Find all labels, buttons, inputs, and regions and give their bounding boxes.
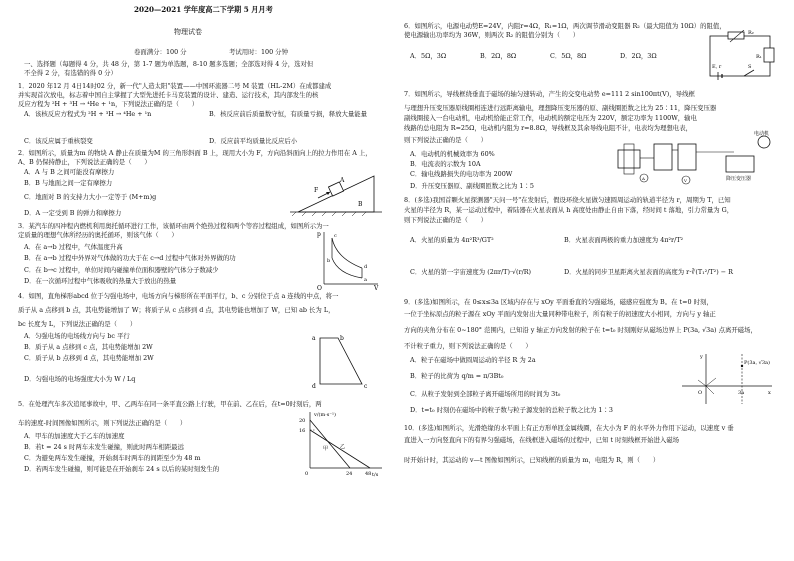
q4-label-d: d bbox=[312, 383, 316, 390]
q2-stem: 2．如图所示，质量为m 的物块 A 静止在质量为M 的三角形斜面 B 上，现用大小为 F，方向沿斜面向上的拉力作用在 A 上， bbox=[18, 149, 372, 157]
q3-option-c[interactable]: C．在 b→c 过程中，单位时间内碰撞单位面积器壁的气体分子数减少 bbox=[24, 266, 219, 274]
q8-stem: 火星的半径为 R，某一运动过程中，着陆器在火星表面从 h 高度处由静止自由下落，经时间 t 落地，引力常量为 G， bbox=[404, 206, 734, 214]
q9-stem: 一位于坐标原点的粒子源在 xOy 平面内发射出大量同种带电粒子，所有粒子的初速度大小相同，方向与 y 轴正 bbox=[404, 310, 716, 318]
q5-option-d[interactable]: D．若两车发生碰撞，则可能是在开始刹车 24 s 以后的某时刻发生的 bbox=[24, 465, 220, 473]
q3-stem: 3．某汽车的四冲程内燃机利用奥托循环进行工作，该循环由两个绝热过程和两个等容过程组成，如图所示为一 bbox=[18, 222, 329, 230]
q1-stem: 并实现首次放电，标志着中国自主掌握了大型先进托卡马克装置的设计、建造、运行技术，其内部发生的核 bbox=[18, 91, 319, 99]
q5-axis-v: v/(m·s⁻¹) bbox=[314, 412, 336, 418]
q6-label-s: S bbox=[748, 64, 752, 70]
q5-stem: 5．在处理汽车多次追尾事故中，甲、乙两车在同一条平直公路上行驶，甲在前、乙在后，在t=0时刻后，两 bbox=[18, 400, 322, 408]
q9-magnetic-field-figure bbox=[676, 352, 776, 408]
q4-trapezoid-figure bbox=[306, 330, 378, 392]
q4-option-d[interactable]: D．匀强电场的电场强度大小为 W / Lq bbox=[24, 375, 136, 383]
q8-option-d[interactable]: D．火星的同步卫星距离火星表面的高度为 r·∛(T₁²/T²) − R bbox=[564, 268, 733, 276]
q5-tick-20: 20 bbox=[299, 418, 306, 424]
q5-option-c[interactable]: C．为避免两车发生碰撞，开始刹车时两车的间距至少为 48 m bbox=[24, 454, 201, 462]
q10-stem: 10．(多选)如图所示，光滑绝缘的水平面上有正方形单匝金属线圈，在大小为 F 的水平外力作用下运动，以速度 v 垂 bbox=[404, 424, 734, 432]
q6-label-r1: R₁ bbox=[756, 54, 762, 60]
q8-stem: 则下列说法正确的是（ ） bbox=[404, 216, 488, 224]
q9-origin: O bbox=[698, 390, 703, 396]
q1-stem: 反应方程为 ²H + ³H → ⁴He + ¹n，下列说法正确的是（ ） bbox=[18, 100, 199, 108]
q7-stem: 副线圈接入一台电动机，电动机恰能正常工作，电动机的额定电压为 220V，额定功率为 1100W，输电 bbox=[404, 114, 697, 122]
subject-title: 物理试卷 bbox=[174, 28, 202, 36]
q3-label-d: a bbox=[364, 277, 367, 283]
q5-label-jia: 甲 bbox=[323, 446, 329, 452]
q6-stem: 6．如图所示，电源电动势E=24V，内阻r=4Ω，R₁=1Ω，两次调节滑动变阻器 R₂（最大阻值为 10Ω）的阻值， bbox=[404, 22, 726, 30]
q5-origin: 0 bbox=[305, 471, 309, 477]
q9-option-d[interactable]: D．t=t₀ 时刻仍在磁场中的粒子数与粒子源发射的总粒子数之比为 1∶3 bbox=[410, 406, 613, 414]
q2-option-b[interactable]: B．B 与地面之间一定有摩擦力 bbox=[24, 179, 113, 187]
q9-stem: 不计粒子重力，则下列说法正确的是（ ） bbox=[404, 342, 532, 350]
q7-stem: 7．如图所示，导线框绕垂直于磁场的轴匀速转动，产生的交变电动势 e=111 2 sin100πt(V)，导线框 bbox=[404, 90, 695, 98]
q2-label-F: F bbox=[314, 187, 319, 194]
q2-label-B: B bbox=[358, 201, 363, 208]
q3-option-a[interactable]: A．在 a→b 过程中，气体温度升高 bbox=[24, 243, 123, 251]
q2-option-c[interactable]: C．地面对 B 的支持力大小一定等于 (M+m)g bbox=[24, 193, 157, 201]
q4-option-b[interactable]: B．质子从 a 点移到 c 点，其电势能增加 2W bbox=[24, 343, 153, 351]
q9-option-c[interactable]: C．从粒子发射到全部粒子离开磁场所用的时间为 3t₀ bbox=[410, 390, 561, 398]
q9-option-b[interactable]: B．粒子的比荷为 q/m = π/3Bt₀ bbox=[410, 372, 504, 380]
q5-option-b[interactable]: B．若t = 24 s 时两车未发生碰撞，则此时两车相距最远 bbox=[24, 443, 184, 451]
q3-label-p: p bbox=[317, 231, 321, 238]
q7-label-voltmeter: V bbox=[684, 178, 687, 183]
q6-option-d[interactable]: D．2Ω，3Ω bbox=[620, 52, 657, 60]
q7-label-transformer: 降压变压器 bbox=[726, 176, 752, 182]
q3-stem: 定质量的理想气体所经历的奥托循环，则该气体（ ） bbox=[18, 231, 178, 239]
q9-point-p: P(3a, √3a) bbox=[744, 360, 770, 366]
q6-label-r2: R₂ bbox=[748, 30, 754, 36]
q5-label-yi: 乙 bbox=[340, 444, 346, 450]
q4-label-a: a bbox=[312, 335, 316, 342]
q7-stem: 线路的总电阻为 R=25Ω，电动机内阻为 r=8.8Ω，导线框及其余导线电阻不计，电表均为理想电表， bbox=[404, 124, 692, 132]
q6-circuit bbox=[704, 30, 776, 82]
q8-option-a[interactable]: A．火星的质量为 4π²R³/GT² bbox=[410, 236, 494, 244]
q4-option-c[interactable]: C．质子从 b 点移到 d 点，其电势能增加 2W bbox=[24, 354, 154, 362]
q5-stem: 车的速度-时间图像如图所示，则下列说法正确的是（ ） bbox=[18, 419, 187, 427]
q9-boundary-3a: 3a bbox=[738, 390, 745, 396]
q5-tick-16: 16 bbox=[299, 428, 306, 434]
q6-option-a[interactable]: A．5Ω，3Ω bbox=[410, 52, 447, 60]
q9-stem: 9．(多选)如图所示，在 0≤x≤3a 区域内存在与 xOy 平面垂直的匀强磁场，磁感应强度为 B。在 t=0 时刻， bbox=[404, 298, 713, 306]
q5-vt-graph bbox=[296, 408, 386, 478]
q7-label-motor: 电动机 bbox=[754, 131, 770, 137]
q4-option-a[interactable]: A．匀强电场的电场线方向与 bc 平行 bbox=[24, 332, 130, 340]
q6-option-c[interactable]: C．5Ω，8Ω bbox=[550, 52, 587, 60]
q4-stem: bc 长度为 L，下列说法正确的是（ ） bbox=[18, 320, 137, 328]
q8-option-b[interactable]: B．火星表面两极的重力加速度为 4π²r/T² bbox=[564, 236, 684, 244]
q8-stem: 8．(多选)我国首颗火星探测器"天问一号"在发射后，假设环绕火星做匀速圆周运动的轨道半径为 r，周期为 T，已知 bbox=[404, 196, 731, 204]
q7-option-d[interactable]: D．升压变压器原、副线圈匝数之比为 1∶5 bbox=[410, 182, 534, 190]
q7-stem: 则下列说法正确的是（ ） bbox=[404, 136, 488, 144]
exam-title: 2020—2021 学年度高二下学期 5 月月考 bbox=[134, 5, 273, 14]
section-heading: 一、选择题（每题得 4 分，共 48 分，第 1-7 题为单选题，8-10 题多选题；全部选对得 4 分，选对但 bbox=[24, 60, 314, 68]
q1-option-d[interactable]: D．反应前平均质量比反应后小 bbox=[209, 137, 298, 145]
q7-option-a[interactable]: A．电动机的机械效率为 60% bbox=[410, 150, 495, 158]
q5-tick-24: 24 bbox=[346, 471, 353, 477]
q2-option-a[interactable]: A．A 与 B 之间可能没有摩擦力 bbox=[24, 168, 115, 176]
q9-stem: 方向的夹角分布在 0~180° 范围内，已知沿 y 轴正方向发射的粒子在 t=t₀ 时刻刚好从磁场边界上 P(3a, √3a) 点离开磁场， bbox=[404, 326, 757, 334]
q6-stem: 使电源输出功率均为 36W，则两次 R₂ 的阻值分别为（ ） bbox=[404, 31, 580, 39]
q3-label-V: V bbox=[374, 285, 379, 290]
q3-option-b[interactable]: B．在 a→b 过程中外界对气体做的功大于在 c→d 过程中气体对外界做的功 bbox=[24, 254, 236, 262]
q6-label-e: E, r bbox=[712, 64, 722, 70]
q5-axis-t: t/s bbox=[372, 472, 379, 478]
q3-label-O: O bbox=[317, 285, 322, 290]
q3-label-a: c bbox=[334, 233, 337, 239]
q7-transmission-figure bbox=[614, 130, 778, 192]
q1-option-b[interactable]: B．核反应前后质量数守恒，有质量亏损，释放大量能量 bbox=[209, 110, 368, 118]
q6-option-b[interactable]: B．2Ω，8Ω bbox=[480, 52, 517, 60]
score-info: 卷面满分：100 分 bbox=[134, 48, 187, 56]
q9-axis-y: y bbox=[700, 354, 703, 360]
q4-label-c: c bbox=[364, 383, 368, 390]
q7-stem: 与理想升压变压器原线圈相连进行远距离输电，理想降压变压器的原、副线圈匝数之比为 25∶11，降压变压器 bbox=[404, 104, 717, 112]
q5-tick-48: 48 bbox=[365, 471, 372, 477]
q7-option-c[interactable]: C．输电线路损失的电功率为 200W bbox=[410, 170, 513, 178]
q2-label-A: A bbox=[340, 177, 345, 184]
q5-option-a[interactable]: A．甲车的加速度大于乙车的加速度 bbox=[24, 432, 125, 440]
q10-stem: 直进入一方向竖直向下的有界匀强磁场，在线框进入磁场的过程中，已知 t 时刻线框开始进入磁场 bbox=[404, 436, 680, 444]
q1-option-a[interactable]: A．该核反应方程式为 ²H + ³H → ⁴He + ¹n bbox=[24, 110, 152, 118]
time-info: 考试用时：100 分钟 bbox=[229, 48, 288, 56]
q8-option-c[interactable]: C．火星的第一宇宙速度为 (2πr/T)·√(r/R) bbox=[410, 268, 532, 276]
q7-option-b[interactable]: B．电流表的示数为 10A bbox=[410, 160, 481, 168]
q4-label-b: b bbox=[340, 335, 344, 342]
q3-pv-diagram bbox=[314, 228, 382, 290]
q4-stem: 4．如图，直角梯形abcd 位于匀强电场中，电场方向与梯形所在平面平行，b、c 分别位于点 a 连线的中点，将一 bbox=[18, 292, 339, 300]
q7-label-ammeter: A bbox=[642, 176, 645, 181]
q1-option-c[interactable]: C．该反应属于重核裂变 bbox=[24, 137, 93, 145]
section-heading-cont: 不全得 2 分，有选错的得 0 分） bbox=[24, 69, 117, 77]
q1-stem: 1．2020 年12 月 4日14时02 分，新一代"人造太阳"装置——中国环流器二号 M 装置（HL-2M）在成都建成 bbox=[18, 82, 332, 90]
q3-label-b: b bbox=[327, 258, 331, 264]
q3-label-c: d bbox=[364, 264, 368, 270]
q9-option-a[interactable]: A．粒子在磁场中做圆周运动的半径 R 为 2a bbox=[410, 356, 536, 364]
q4-stem: 质子从 a 点移到 b 点，其电势能增加了 W；将质子从 c 点移到 d 点，其电势能也增加了 W，已知 ab 长为 L， bbox=[18, 306, 335, 314]
q2-option-d[interactable]: D．A 一定受到 B 的弹力和摩擦力 bbox=[24, 209, 122, 217]
q10-stem: 时开始计时，其运动的 v—t 图像如图所示，已知线框的质量为 m，电阻为 R，则（ ） bbox=[404, 456, 660, 464]
q9-axis-x: x bbox=[768, 390, 771, 396]
q2-incline-figure bbox=[286, 168, 386, 216]
q2-stem: A、B 仍保持静止，下列说法正确的是（ ） bbox=[18, 158, 151, 166]
q3-option-d[interactable]: D．在一次循环过程中气体吸收的热量大于放出的热量 bbox=[24, 277, 177, 285]
